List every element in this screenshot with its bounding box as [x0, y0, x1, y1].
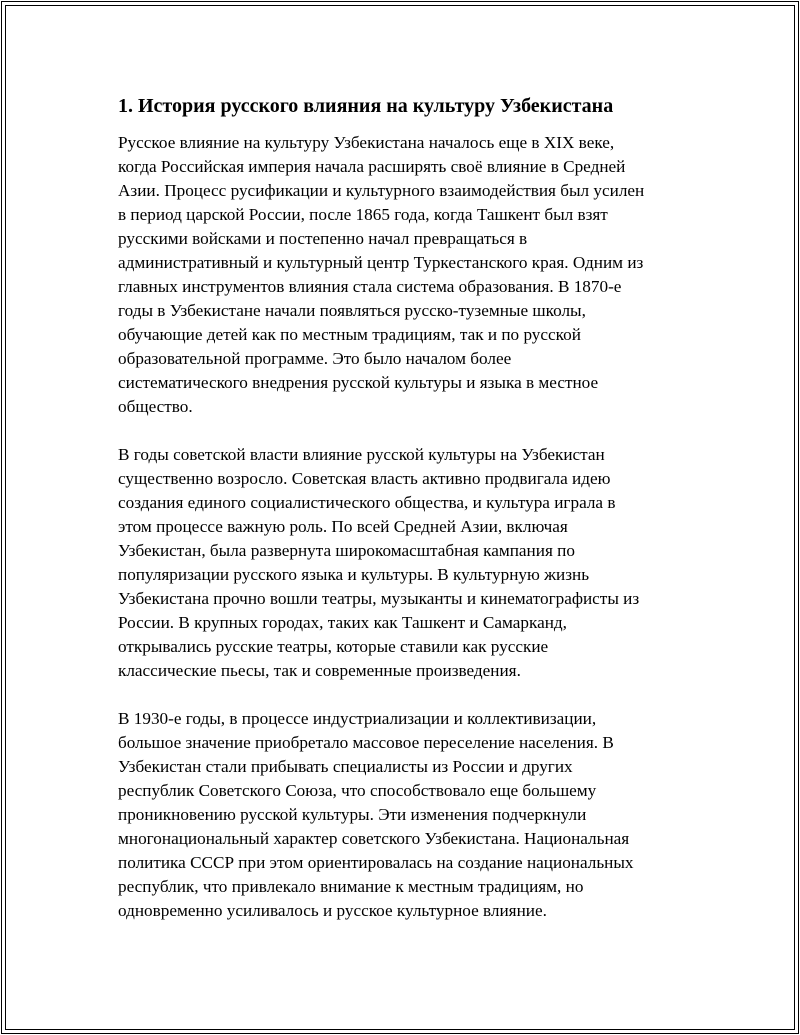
paragraph — [118, 131, 693, 419]
paragraph-line: В 1930-е годы, в процессе индустриализации и коллективизации, — [118, 709, 597, 728]
section-heading: 1. История русского влияния на культуру Узбекистана — [118, 95, 614, 117]
paragraph-line: республик, что привлекало внимание к местным традициям, но — [118, 877, 584, 896]
paragraph-line: России. В крупных городах, таких как Ташкент и Самарканд, — [118, 613, 567, 632]
paragraph — [118, 707, 693, 923]
paragraph-line: одновременно усиливалось и русское культурное влияние. — [118, 901, 547, 920]
paragraph-line: большое значение приобретало массовое переселение населения. В — [118, 733, 614, 752]
paragraph-line: популяризации русского языка и культуры. В культурную жизнь — [118, 565, 590, 584]
paragraph-line: политика СССР при этом ориентировалась на создание национальных — [118, 853, 634, 872]
paragraph-line: Азии. Процесс русификации и культурного взаимодействия был усилен — [118, 181, 645, 200]
paragraph-line: Узбекистан стали прибывать специалисты из России и других — [118, 757, 573, 776]
paragraph-line: общество. — [118, 397, 193, 416]
paragraph-line: Русское влияние на культуру Узбекистана началось еще в XIX веке, — [118, 133, 615, 152]
paragraph-line: республик Советского Союза, что способствовало еще большему — [118, 781, 597, 800]
paragraph-line: Узбекистана прочно вошли театры, музыканты и кинематографисты из — [118, 589, 640, 608]
paragraph-line: многонациональный характер советского Узбекистана. Национальная — [118, 829, 630, 848]
paragraph-line: Узбекистан, была развернута широкомасштабная кампания по — [118, 541, 575, 560]
paragraph-line: административный и культурный центр Туркестанского края. Одним из — [118, 253, 644, 272]
paragraph-line: когда Российская империя начала расширять своё влияние в Средней — [118, 157, 626, 176]
paragraph-list — [118, 131, 693, 923]
paragraph-line: В годы советской власти влияние русской культуры на Узбекистан — [118, 445, 605, 464]
paragraph — [118, 443, 693, 683]
paragraph-line: существенно возросло. Советская власть активно продвигала идею — [118, 469, 611, 488]
paragraph-line: главных инструментов влияния стала система образования. В 1870-е — [118, 277, 622, 296]
paragraph-line: в период царской России, после 1865 года, когда Ташкент был взят — [118, 205, 608, 224]
paragraph-line: образовательной программе. Это было началом более — [118, 349, 512, 368]
paragraph-line: открывались русские театры, которые ставили как русские — [118, 637, 549, 656]
paragraph-line: годы в Узбекистане начали появляться русско-туземные школы, — [118, 301, 586, 320]
paragraph-line: обучающие детей как по местным традициям, так и по русской — [118, 325, 581, 344]
document-body — [118, 93, 693, 947]
paragraph-line: создания единого социалистического общества, и культура играла в — [118, 493, 616, 512]
paragraph-line: классические пьесы, так и современные произведения. — [118, 661, 521, 680]
paragraph-line: систематического внедрения русской культуры и языка в местное — [118, 373, 599, 392]
paragraph-line: этом процессе важную роль. По всей Средней Азии, включая — [118, 517, 568, 536]
paragraph-line: проникновению русской культуры. Эти изменения подчеркнули — [118, 805, 587, 824]
paragraph-line: русскими войсками и постепенно начал превращаться в — [118, 229, 528, 248]
